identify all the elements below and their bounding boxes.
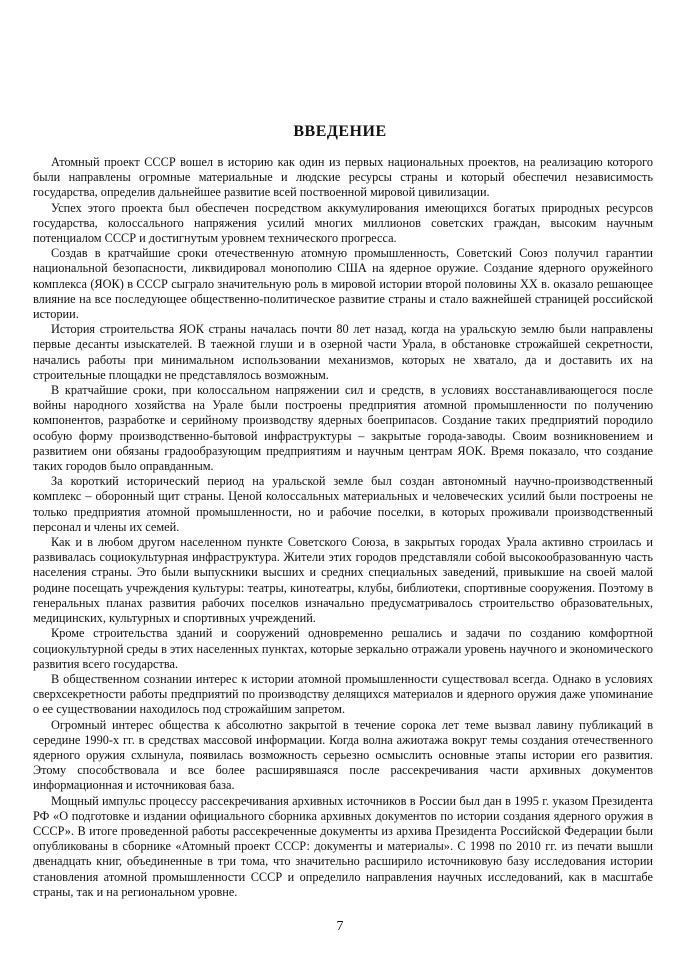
paragraph: В общественном сознании интерес к истории атомной промышленности существовал всегда. Однако в условиях сверхсекретности работы предприятий по производству делящихся материалов и ядерного оружия даже упоминание о ее существовании находилось под строжайшим запретом. <box>33 671 653 717</box>
paragraph: Мощный импульс процессу рассекречивания архивных источников в России был дан в 1995 г. указом Президента РФ «О подготовке и издании официального сборника архивных документов по истории создания ядерного оружия в СССР». В итоге проведенной работы рассекреченные документы из архива Президента Российской Федерации были опубликованы в сборнике «Атомный проект СССР: документы и материалы». С 1998 по 2010 гг. из печати вышли двенадцать книг, объединенные в три тома, что значительно расширило источниковую базу исследования истории становления атомной промышленности СССР и определило направления научных исследований, как в масштабе страны, так и на региональном уровне. <box>33 793 653 899</box>
paragraph: За короткий исторический период на уральской земле был создан автономный научно-производственный комплекс – оборонный щит страны. Ценой колоссальных материальных и человеческих усилий были построены не только предприятия атомной промышленности, но и рабочие поселки, в которых проживали производственный персонал и члены их семей. <box>33 474 653 534</box>
page-number: 7 <box>336 919 344 934</box>
paragraph: Создав в кратчайшие сроки отечественную атомную промышленность, Советский Союз получил гарантии национальной безопасности, ликвидировал монополию США на ядерное оружие. Создание ядерного оружейного комплекса (ЯОК) в СССР сыграло значительную роль в мировой истории второй половины XX в. оказало решающее влияние на все последующее общественно-политическое развитие страны и стало важнейшей страницей российской истории. <box>33 246 653 322</box>
paragraph: В кратчайшие сроки, при колоссальном напряжении сил и средств, в условиях восстанавливающегося после войны народного хозяйства на Урале были построены предприятия атомной промышленности по получению компонентов, разработке и серийному производству ядерных боеприпасов. Создание таких предприятий породило особую форму производственно-бытовой инфраструктуры – закрытые города-заводы. Своим возникновением и развитием они обязаны градообразующим предприятиям и научным центрам ЯОК. Время показало, что создание таких городов было оправданным. <box>33 383 653 474</box>
paragraph: Успех этого проекта был обеспечен посредством аккумулирования имеющихся богатых природных ресурсов государства, колоссального напряжения усилий многих миллионов советских граждан, высоким научным потенциалом СССР и достигнутым уровнем технического прогресса. <box>33 200 653 246</box>
paragraph: Атомный проект СССР вошел в историю как один из первых национальных проектов, на реализацию которого были направлены огромные материальные и людские ресурсы страны и который обеспечил независимость государства, определив дальнейшее развитие всей поствоенной мировой цивилизации. <box>33 155 653 200</box>
body-text <box>33 155 653 900</box>
paragraph: Как и в любом другом населенном пункте Советского Союза, в закрытых городах Урала активно строилась и развивалась социокультурная инфраструктура. Жители этих городов представляли собой высокообразованную часть населения страны. Это были выпускники высших и средних специальных заведений, привыкшие на своей малой родине посещать учреждения культуры: театры, кинотеатры, клубы, библиотеки, спортивные сооружения. Поэтому в генеральных планах развития рабочих поселков изначально предусматривалось строительство образовательных, медицинских, культурных и спортивных учреждений. <box>33 535 653 626</box>
chapter-title: ВВЕДЕНИЕ <box>293 123 387 140</box>
paragraph: Огромный интерес общества к абсолютно закрытой в течение сорока лет теме вызвал лавину публикаций в середине 1990-х гг. в средствах массовой информации. Когда волна ажиотажа вокруг темы создания отечественного ядерного оружия схлынула, появилась возможность серьезно осмыслить основные этапы истории его развития. Этому способствовала и все более расширявшаяся после рассекречивания части архивных документов информационная и источниковая база. <box>33 717 653 793</box>
paragraph: История строительства ЯОК страны началась почти 80 лет назад, когда на уральскую землю были направлены первые десанты изыскателей. В таежной глуши и в озерной части Урала, в обстановке строжайшей секретности, начались работы при минимальном использовании механизмов, которых не хватало, да и доставить их на строительные площадки не представлялось возможным. <box>33 322 653 382</box>
paragraph: Кроме строительства зданий и сооружений одновременно решались и задачи по созданию комфортной социокультурной среды в этих населенных пунктах, которые зеркально отражали уровень научного и экономического развития всего государства. <box>33 626 653 671</box>
